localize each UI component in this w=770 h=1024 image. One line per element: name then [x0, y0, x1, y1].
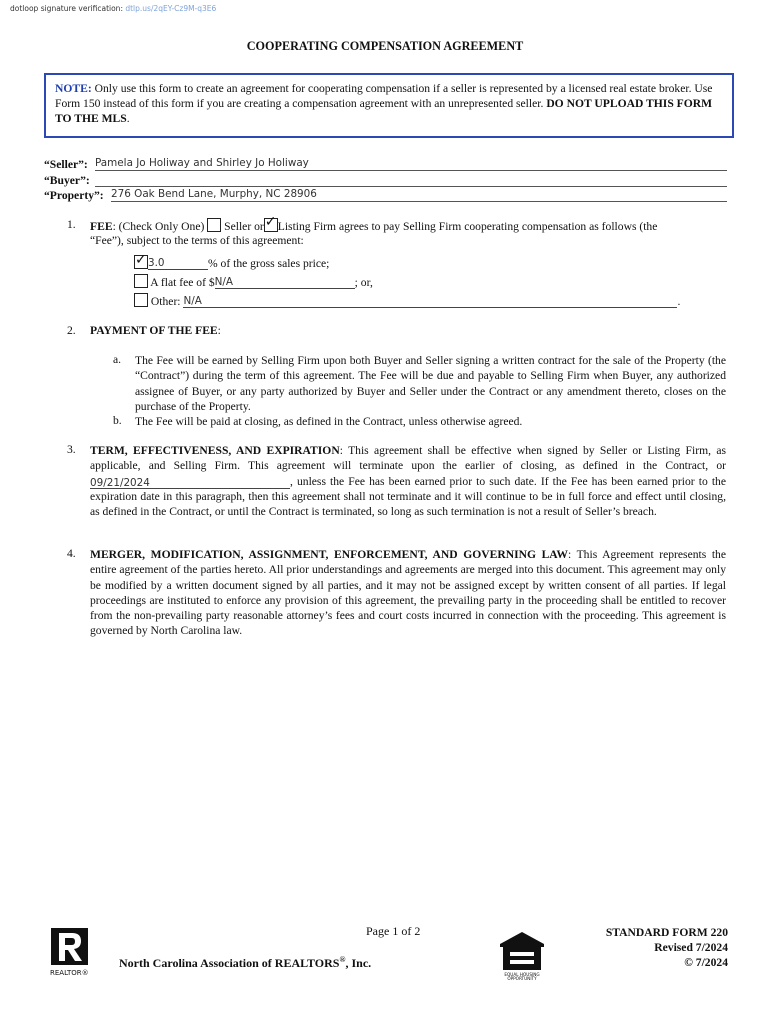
verification-link[interactable]: dtlp.us/2qEY-Cz9M-q3E6	[125, 4, 217, 13]
other-field[interactable]	[183, 294, 677, 308]
other-checkbox[interactable]	[134, 293, 148, 307]
other-value: N/A	[183, 295, 202, 307]
section-4-heading: MERGER, MODIFICATION, ASSIGNMENT, ENFORCEMENT, AND GOVERNING LAW	[90, 548, 568, 561]
other-text: Other:	[150, 295, 181, 308]
section-3-heading: TERM, EFFECTIVENESS, AND EXPIRATION	[90, 444, 340, 457]
seller-checkbox[interactable]	[207, 218, 221, 232]
note-box	[44, 73, 734, 138]
note-text: Only use this form to create an agreement for cooperating compensation if a seller is represented by a licensed real estate broker. Use Form 150 instead of this form if you are creating a compensation agreement with an unrepresented seller.	[55, 82, 713, 110]
section-1-text-3: Listing Firm agrees to pay Selling Firm cooperating compensation as follows (the	[277, 220, 658, 233]
svg-text:EQUAL HOUSING: EQUAL HOUSING	[504, 972, 540, 977]
buyer-field[interactable]	[95, 172, 727, 187]
flat-fee-end: ; or,	[354, 276, 373, 289]
listing-firm-checkbox[interactable]	[264, 218, 278, 232]
percent-field[interactable]	[148, 256, 208, 270]
note-bold-text: DO NOT UPLOAD THIS FORM TO THE MLS	[55, 97, 713, 125]
section-2-number: 2.	[67, 324, 76, 337]
form-copyright: © 7/2024	[684, 956, 728, 969]
section-3-text-1: : This agreement shall be effective when signed by Seller or Listing Firm, as applicable, and Selling Firm. This agreement will terminate upon the earlier of closing, as defined in the Contract, or	[90, 444, 727, 473]
page-number: Page 1 of 2	[366, 924, 421, 938]
property-field[interactable]	[111, 187, 727, 202]
section-3-text	[90, 443, 726, 519]
percent-value: 3.0	[148, 257, 165, 269]
section-1-number: 1.	[67, 218, 76, 231]
percent-text: % of the gross sales price;	[208, 257, 330, 270]
section-1-text-1: : (Check Only One)	[112, 220, 205, 233]
flat-fee-field[interactable]	[215, 275, 355, 289]
expiration-date-field[interactable]	[90, 475, 290, 489]
svg-text:OPPORTUNITY: OPPORTUNITY	[507, 976, 537, 980]
property-value: 276 Oak Bend Lane, Murphy, NC 28906	[111, 188, 317, 200]
form-number: STANDARD FORM 220	[605, 926, 728, 939]
section-2-colon: :	[217, 324, 221, 337]
note-end: .	[126, 112, 130, 125]
association-name	[119, 955, 371, 971]
section-1-text-2: Seller or	[224, 220, 264, 233]
buyer-row	[44, 174, 90, 187]
association-end: , Inc.	[345, 956, 372, 970]
flat-fee-text: A flat fee of $	[150, 276, 215, 289]
section-2-heading: PAYMENT OF THE FEE	[90, 324, 218, 337]
property-label: “Property”:	[44, 189, 104, 202]
seller-row	[44, 158, 88, 171]
section-2b-label: b.	[113, 414, 122, 427]
section-2a-label: a.	[113, 353, 122, 366]
note-label: NOTE:	[55, 82, 92, 95]
form-identifier	[606, 925, 728, 970]
seller-field[interactable]	[95, 156, 727, 171]
fee-option-flat	[134, 274, 373, 289]
section-2-heading-row	[90, 324, 221, 337]
other-end: .	[677, 295, 681, 308]
expiration-date-value: 09/21/2024	[90, 476, 150, 489]
section-3-number: 3.	[67, 443, 76, 456]
section-1-line-2: “Fee”), subject to the terms of this agreement:	[90, 234, 304, 247]
realtor-logo-icon	[50, 928, 90, 978]
flat-fee-checkbox[interactable]	[134, 274, 148, 288]
equal-housing-icon	[496, 930, 548, 980]
verification-label: dotloop signature verification:	[10, 4, 123, 13]
association-text: North Carolina Association of REALTORS	[119, 956, 340, 970]
section-1-heading: FEE	[90, 220, 113, 233]
signature-verification	[10, 4, 216, 13]
form-revised: Revised 7/2024	[654, 941, 728, 954]
section-2a-text: The Fee will be earned by Selling Firm upon both Buyer and Seller signing a written contract for the sale of the Property (the “Contract”) during the term of this agreement. The Fee will be due and payable to Selling Firm when Buyer, any authorized assignee of Buyer, or any party authorized by Buyer and Seller under the Contract or any amendment thereto, closes on the purchase of the Property.	[135, 354, 726, 413]
section-2b-text: The Fee will be paid at closing, as defined in the Contract, unless otherwise agreed.	[135, 415, 523, 428]
section-3-text-2: , unless the Fee has been earned prior to such date. If the Fee has been earned prior to the expiration date in this paragraph, then this agreement shall not terminate and it will continue to be in full force and effect until closing, as defined in the Contract, or until the Contract is terminated, so long as such termination is not a result of Seller’s breach.	[90, 474, 726, 519]
percent-checkbox[interactable]	[134, 255, 148, 269]
fee-option-percent	[134, 255, 329, 270]
section-1-line-1	[90, 218, 726, 234]
registered-mark: ®	[339, 955, 346, 964]
fee-option-other	[134, 293, 680, 308]
seller-value: Pamela Jo Holiway and Shirley Jo Holiway	[95, 157, 309, 169]
property-row	[44, 189, 104, 202]
buyer-label: “Buyer”:	[44, 174, 90, 187]
flat-fee-value: N/A	[214, 276, 234, 288]
svg-text:REALTOR®: REALTOR®	[50, 969, 89, 977]
seller-label: “Seller”:	[44, 158, 88, 171]
section-4-text-1: : This Agreement represents the entire agreement of the parties hereto. All prior understandings and agreements are merged into this document. This agreement may only be modified by a written document signed by all parties, and it may not be assigned except by written consent of all parties. If legal proceedings are instituted to enforce any provision of this agreement, the prevailing party in the proceeding shall be entitled to recover from the non-prevailing party reasonable attorney’s fees and court costs incurred in connection with the proceeding. This agreement is governed by North Carolina law.	[90, 548, 726, 638]
document-title: COOPERATING COMPENSATION AGREEMENT	[246, 39, 524, 53]
section-4-number: 4.	[67, 547, 76, 560]
section-4-text	[90, 547, 726, 639]
